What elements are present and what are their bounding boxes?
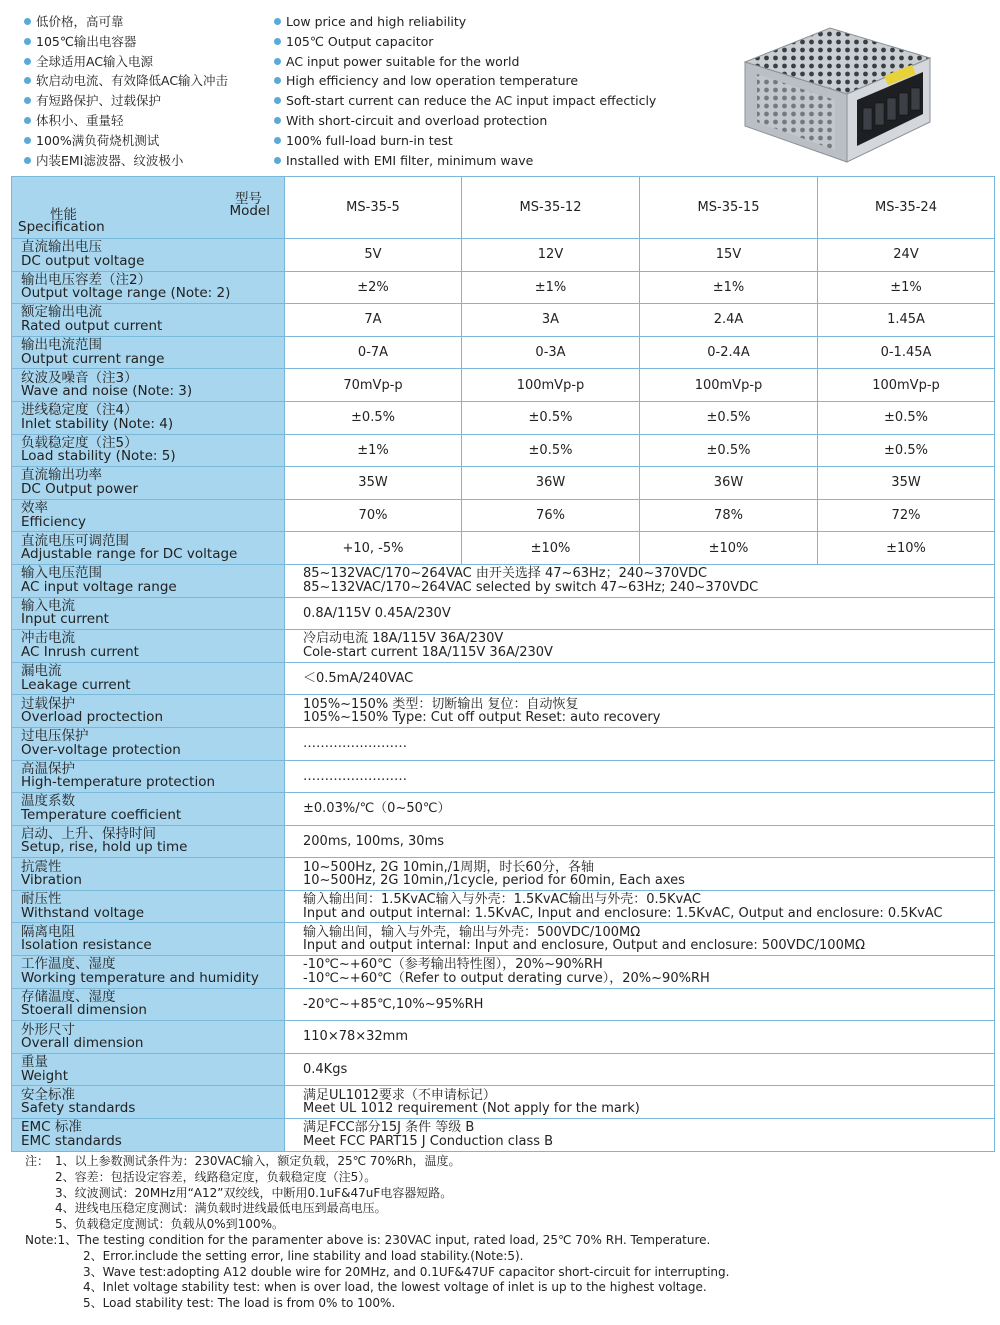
spec-line: 输入输出间，输入与外壳，输出与外壳：500VDC/100MΩ <box>303 924 641 940</box>
spec-value: ±0.5% <box>462 434 640 467</box>
feature-item <box>24 91 228 111</box>
feature-text: 105℃ Output capacitor <box>286 33 434 49</box>
header-xingneng: 性能 <box>50 207 77 223</box>
note-text: 4、进线电压稳定度测试：满负载时进线最低电压到最高电压。 <box>55 1201 387 1216</box>
spec-line: 110×78×32mm <box>303 1029 409 1045</box>
spec-label-cn: 耐压性 <box>21 891 62 908</box>
feature-item <box>274 32 656 52</box>
spec-line: …………………… <box>303 768 407 784</box>
spec-label-cn: 存储温度、湿度 <box>21 988 116 1005</box>
spec-value: +10, -5% <box>285 532 462 565</box>
spec-label <box>12 956 285 989</box>
spec-value: ±0.5% <box>462 401 640 434</box>
spec-line: Meet FCC PART15 J Conduction class B <box>303 1133 554 1149</box>
spec-label-cn: 外形尺寸 <box>21 1021 75 1038</box>
spec-value: ±0.5% <box>285 401 462 434</box>
spec-value-wide <box>285 630 995 663</box>
feature-text: 低价格，高可靠 <box>36 14 124 29</box>
spec-value: ±10% <box>462 532 640 565</box>
spec-row-wide <box>12 727 995 760</box>
header-spec: Specification <box>18 219 105 235</box>
spec-value: 24V <box>818 239 995 272</box>
spec-label-cn: 输入电流 <box>21 597 75 614</box>
spec-label-en: DC output voltage <box>21 252 145 269</box>
spec-table <box>11 176 995 1152</box>
spec-value: 5V <box>285 239 462 272</box>
spec-row-wide <box>12 1086 995 1119</box>
spec-line: 冷启动电流 18A/115V 36A/230V <box>303 631 504 647</box>
bullet-icon <box>24 137 31 144</box>
note-text: 5、Load stability test: The load is from 0% to 100%. <box>83 1296 396 1311</box>
spec-line: 0.4Kgs <box>303 1061 348 1077</box>
spec-label <box>12 988 285 1021</box>
spec-row-wide <box>12 1119 995 1152</box>
feature-text: 105℃输出电容器 <box>36 33 137 49</box>
spec-line: -10℃~+60℃（Refer to output derating curve），20%~90%RH <box>303 970 710 986</box>
spec-label-en: Temperature coefficient <box>21 806 182 823</box>
spec-value-wide <box>285 564 995 597</box>
spec-row-wide <box>12 1021 995 1054</box>
spec-label-en: Withstand voltage <box>21 904 145 921</box>
spec-row <box>12 467 995 500</box>
spec-line: 0.8A/115V 0.45A/230V <box>303 605 451 621</box>
feature-item <box>24 32 228 52</box>
spec-label-cn: 过电压保护 <box>21 728 89 745</box>
spec-label-cn: 直流电压可调范围 <box>21 532 129 549</box>
feature-item <box>274 91 656 111</box>
spec-value: 2.4A <box>640 304 818 337</box>
feature-text: Low price and high reliability <box>286 14 467 29</box>
spec-value: ±0.5% <box>818 401 995 434</box>
spec-label-en: Setup, rise, hold up time <box>21 839 188 856</box>
feature-item <box>24 131 228 151</box>
spec-label-en: Weight <box>21 1067 69 1084</box>
spec-label-cn: 输出电流范围 <box>21 337 102 354</box>
spec-value: 100mVp-p <box>818 369 995 402</box>
spec-label <box>12 858 285 891</box>
spec-label-cn: 负载稳定度（注5） <box>21 434 138 451</box>
feature-text: High efficiency and low operation temperature <box>286 73 579 89</box>
spec-label-en: AC Inrush current <box>21 643 139 660</box>
bullet-icon <box>274 117 281 124</box>
power-supply-image <box>735 22 935 168</box>
spec-value: ±1% <box>285 434 462 467</box>
feature-text: 软启动电流、有效降低AC输入冲击 <box>36 73 229 89</box>
spec-label-cn: 重量 <box>21 1054 48 1071</box>
spec-label <box>12 662 285 695</box>
spec-label-cn: 输出电压容差（注2） <box>21 271 152 288</box>
note-line <box>25 1265 985 1281</box>
feature-text: 100% full-load burn-in test <box>286 132 453 148</box>
spec-line: -20℃~+85℃,10%~95%RH <box>303 996 484 1012</box>
note-line <box>25 1233 985 1249</box>
spec-value-wide <box>285 988 995 1021</box>
feature-text: With short-circuit and overload protection <box>286 112 548 128</box>
spec-value: ±1% <box>462 271 640 304</box>
feature-text: 体积小、重量轻 <box>36 112 124 128</box>
spec-label-en: Working temperature and humidity <box>21 969 259 986</box>
spec-label <box>12 597 285 630</box>
spec-label <box>12 825 285 858</box>
model-name: MS-35-12 <box>462 177 640 239</box>
spec-row <box>12 401 995 434</box>
spec-value-wide <box>285 695 995 728</box>
spec-value: 36W <box>462 467 640 500</box>
spec-label-cn: 启动、上升、保持时间 <box>21 825 156 842</box>
note-text: 2、容差：包括设定容差，线路稳定度，负载稳定度（注5）。 <box>55 1169 377 1184</box>
spec-value: 3A <box>462 304 640 337</box>
bullet-icon <box>24 77 31 84</box>
spec-label <box>12 467 285 500</box>
bullet-icon <box>24 157 31 164</box>
spec-label-cn: 抗震性 <box>21 858 62 875</box>
spec-value-wide <box>285 662 995 695</box>
spec-value: 0-1.45A <box>818 336 995 369</box>
spec-label <box>12 1021 285 1054</box>
spec-label <box>12 1053 285 1086</box>
header-model: Model <box>229 203 270 219</box>
feature-text: AC input power suitable for the world <box>286 53 520 69</box>
spec-label-cn: 额定输出电流 <box>21 304 102 321</box>
header-label-cell <box>12 177 285 239</box>
spec-label-en: Output voltage range (Note: 2) <box>21 285 231 302</box>
spec-label <box>12 532 285 565</box>
spec-value-wide <box>285 923 995 956</box>
notes <box>25 1154 985 1312</box>
spec-label-cn: EMC 标准 <box>21 1119 82 1136</box>
spec-label <box>12 304 285 337</box>
spec-line: ＜0.5mA/240VAC <box>303 670 414 686</box>
spec-value-wide <box>285 825 995 858</box>
spec-value: ±0.5% <box>640 401 818 434</box>
spec-line: -10℃~+60℃（参考输出特性图），20%~90%RH <box>303 957 603 973</box>
spec-line: ±0.03%/℃（0~50℃） <box>303 801 451 817</box>
spec-label-en: Overall dimension <box>21 1035 144 1052</box>
spec-value: ±0.5% <box>640 434 818 467</box>
spec-label <box>12 271 285 304</box>
note-text: 5、负载稳定度测试：负载从0%到100%。 <box>55 1217 284 1232</box>
note-line <box>25 1154 985 1170</box>
feature-item <box>274 52 656 72</box>
spec-label-cn: 输入电压范围 <box>21 565 102 582</box>
spec-value-wide <box>285 793 995 826</box>
spec-line: 10~500Hz, 2G 10min,/1cycle, period for 60min, Each axes <box>303 873 685 889</box>
feature-item <box>24 151 228 171</box>
spec-label <box>12 499 285 532</box>
note-line <box>25 1201 985 1217</box>
spec-value: 100mVp-p <box>640 369 818 402</box>
note-text: 1、以上参数测试条件为：230VAC输入，额定负载，25℃ 70%Rh，温度。 <box>55 1154 461 1168</box>
feature-text: 全球适用AC输入电源 <box>36 53 154 69</box>
note-prefix: 注： <box>25 1154 50 1168</box>
spec-label <box>12 336 285 369</box>
note-text: 3、Wave test:adopting A12 double wire for 20MHz, and 0.1UF&47UF capacitor short-circuit for interrupting. <box>83 1264 730 1279</box>
spec-label-cn: 冲击电流 <box>21 630 75 647</box>
bullet-icon <box>24 58 31 65</box>
bullet-icon <box>274 18 281 25</box>
spec-label <box>12 239 285 272</box>
spec-value-wide <box>285 1086 995 1119</box>
spec-label-en: DC Output power <box>21 480 139 497</box>
spec-row <box>12 239 995 272</box>
note-text: Note:1、The testing condition for the paramenter above is: 230VAC input, rated load, 25℃ 70% RH. Temperature. <box>25 1232 711 1247</box>
spec-row <box>12 532 995 565</box>
spec-value-wide <box>285 858 995 891</box>
spec-value: 72% <box>818 499 995 532</box>
spec-line: 满足FCC部分15J 条件 等级 B <box>303 1120 475 1136</box>
spec-row <box>12 499 995 532</box>
spec-value: 70mVp-p <box>285 369 462 402</box>
spec-label-en: Wave and noise (Note: 3) <box>21 383 193 400</box>
spec-label-cn: 漏电流 <box>21 663 62 680</box>
spec-row-wide <box>12 923 995 956</box>
note-line <box>25 1280 985 1296</box>
spec-label <box>12 1086 285 1119</box>
header-xinghao: 型号 <box>235 191 262 207</box>
spec-label-cn: 进线稳定度（注4） <box>21 402 138 419</box>
spec-value: 35W <box>285 467 462 500</box>
spec-row-wide <box>12 956 995 989</box>
spec-label <box>12 434 285 467</box>
spec-row-wide <box>12 858 995 891</box>
features-cn <box>24 12 228 170</box>
spec-label-en: Input current <box>21 611 109 628</box>
spec-value-wide <box>285 727 995 760</box>
spec-label-cn: 安全标准 <box>21 1086 75 1103</box>
bullet-icon <box>274 157 281 164</box>
features-list <box>24 12 724 174</box>
bullet-icon <box>24 38 31 45</box>
spec-line: 满足UL1012要求（不申请标记） <box>303 1087 496 1103</box>
bullet-icon <box>274 137 281 144</box>
spec-value: ±10% <box>818 532 995 565</box>
spec-label <box>12 630 285 663</box>
spec-row-wide <box>12 630 995 663</box>
bullet-icon <box>24 117 31 124</box>
spec-label <box>12 401 285 434</box>
spec-value: ±10% <box>640 532 818 565</box>
spec-label-en: AC input voltage range <box>21 578 177 595</box>
spec-row-wide <box>12 793 995 826</box>
spec-row-wide <box>12 1053 995 1086</box>
spec-value-wide <box>285 1119 995 1152</box>
note-text: 3、纹波测试：20MHz用“A12”双绞线，中断用0.1uF&47uF电容器短路。 <box>55 1185 453 1200</box>
spec-label-en: Isolation resistance <box>21 937 152 954</box>
spec-row-wide <box>12 564 995 597</box>
note-line <box>25 1249 985 1265</box>
spec-line: Input and output internal: Input and enclosure, Output and enclosure: 500VDC/100MΩ <box>303 938 866 954</box>
spec-label-en: Vibration <box>21 872 82 889</box>
spec-label-en: Over-voltage protection <box>21 741 181 758</box>
spec-label <box>12 1119 285 1152</box>
spec-label-en: EMC standards <box>21 1132 122 1149</box>
bullet-icon <box>24 97 31 104</box>
feature-item <box>274 131 656 151</box>
feature-item <box>274 151 656 171</box>
feature-item <box>274 12 656 32</box>
spec-line: 10~500Hz, 2G 10min,/1周期，时长60分，各轴 <box>303 859 594 875</box>
feature-text: 有短路保护、过载保护 <box>36 93 162 109</box>
spec-value: 78% <box>640 499 818 532</box>
spec-value: 0-7A <box>285 336 462 369</box>
model-name: MS-35-5 <box>285 177 462 239</box>
spec-value: 7A <box>285 304 462 337</box>
spec-value: ±0.5% <box>818 434 995 467</box>
spec-label-cn: 效率 <box>21 500 48 517</box>
spec-label <box>12 369 285 402</box>
bullet-icon <box>274 58 281 65</box>
model-name: MS-35-15 <box>640 177 818 239</box>
spec-value: 15V <box>640 239 818 272</box>
spec-label-cn: 直流输出电压 <box>21 239 102 256</box>
spec-value: ±1% <box>818 271 995 304</box>
spec-label-cn: 工作温度、湿度 <box>21 956 116 973</box>
spec-value: 100mVp-p <box>462 369 640 402</box>
features-en <box>274 12 656 170</box>
spec-value: 1.45A <box>818 304 995 337</box>
spec-line: 85~132VAC/170~264VAC 由开关选择 47~63Hz；240~370VDC <box>303 566 708 582</box>
note-text: 2、Error.include the setting error, line stability and load stability.(Note:5). <box>83 1248 524 1263</box>
spec-label-cn: 高温保护 <box>21 760 75 777</box>
spec-label-en: Load stability (Note: 5) <box>21 448 176 465</box>
spec-value: ±1% <box>640 271 818 304</box>
note-line <box>25 1186 985 1202</box>
note-line <box>25 1217 985 1233</box>
spec-label-en: Output current range <box>21 350 165 367</box>
spec-row-wide <box>12 662 995 695</box>
spec-line: 200ms, 100ms, 30ms <box>303 833 445 849</box>
spec-value-wide <box>285 1021 995 1054</box>
spec-line: 105%~150% 类型：切断输出 复位：自动恢复 <box>303 696 579 712</box>
spec-row <box>12 271 995 304</box>
spec-label-en: Efficiency <box>21 513 87 530</box>
spec-label-cn: 温度系数 <box>21 793 75 810</box>
spec-label-en: Inlet stability (Note: 4) <box>21 415 174 432</box>
spec-label-en: Rated output current <box>21 317 163 334</box>
bullet-icon <box>274 38 281 45</box>
spec-label-cn: 隔离电阻 <box>21 923 75 940</box>
spec-value-wide <box>285 760 995 793</box>
spec-value: 35W <box>818 467 995 500</box>
header-row <box>12 177 995 239</box>
spec-value: 76% <box>462 499 640 532</box>
spec-row-wide <box>12 695 995 728</box>
spec-label-en: Leakage current <box>21 676 131 693</box>
note-text: 4、Inlet voltage stability test: when is over load, the lowest voltage of inlet is up to the highest voltage. <box>83 1280 707 1295</box>
spec-line: Input and output internal: 1.5KvAC, Input and enclosure: 1.5KvAC, Output and enclosure: 0.5KvAC <box>303 905 943 921</box>
spec-label <box>12 760 285 793</box>
spec-row-wide <box>12 988 995 1021</box>
spec-row <box>12 336 995 369</box>
feature-item <box>24 111 228 131</box>
spec-label-cn: 过载保护 <box>21 695 75 712</box>
bullet-icon <box>24 18 31 25</box>
spec-label <box>12 564 285 597</box>
spec-label <box>12 727 285 760</box>
spec-row <box>12 434 995 467</box>
spec-value-wide <box>285 1053 995 1086</box>
model-name: MS-35-24 <box>818 177 995 239</box>
spec-label <box>12 695 285 728</box>
spec-line: …………………… <box>303 735 407 751</box>
spec-value-wide <box>285 956 995 989</box>
spec-row-wide <box>12 890 995 923</box>
spec-label-cn: 纹波及噪音（注3） <box>21 369 138 386</box>
spec-line: 输入输出间：1.5KvAC输入与外壳：1.5KvAC输出与外壳：0.5KvAC <box>303 892 701 908</box>
feature-item <box>24 52 228 72</box>
spec-line: 105%~150% Type: Cut off output Reset: auto recovery <box>303 710 661 726</box>
feature-item <box>24 71 228 91</box>
spec-label-en: Safety standards <box>21 1100 136 1117</box>
feature-text: 100%满负荷烧机测试 <box>36 132 160 148</box>
spec-line: 85~132VAC/170~264VAC selected by switch 47~63Hz; 240~370VDC <box>303 579 759 595</box>
spec-row <box>12 304 995 337</box>
spec-label-en: Overload proctection <box>21 709 164 726</box>
note-line <box>25 1296 985 1312</box>
spec-value-wide <box>285 597 995 630</box>
spec-line: Meet UL 1012 requirement (Not apply for the mark) <box>303 1101 640 1117</box>
spec-value: 12V <box>462 239 640 272</box>
spec-label <box>12 793 285 826</box>
spec-row-wide <box>12 760 995 793</box>
spec-row-wide <box>12 825 995 858</box>
spec-row <box>12 369 995 402</box>
spec-label-en: Stoerall dimension <box>21 1002 147 1019</box>
spec-value: 0-2.4A <box>640 336 818 369</box>
spec-label-en: High-temperature protection <box>21 774 216 791</box>
spec-row-wide <box>12 597 995 630</box>
spec-label-cn: 直流输出功率 <box>21 467 102 484</box>
spec-label-en: Adjustable range for DC voltage <box>21 546 238 563</box>
feature-text: Soft-start current can reduce the AC input impact effecticly <box>286 93 657 109</box>
spec-label <box>12 923 285 956</box>
bullet-icon <box>274 97 281 104</box>
feature-item <box>24 12 228 32</box>
feature-item <box>274 71 656 91</box>
spec-line: Cole-start current 18A/115V 36A/230V <box>303 644 553 660</box>
spec-value-wide <box>285 890 995 923</box>
spec-value: 0-3A <box>462 336 640 369</box>
bullet-icon <box>274 77 281 84</box>
feature-item <box>274 111 656 131</box>
spec-label <box>12 890 285 923</box>
spec-value: ±2% <box>285 271 462 304</box>
feature-text: Installed with EMI filter, minimum wave <box>286 152 534 168</box>
spec-value: 36W <box>640 467 818 500</box>
feature-text: 内装EMI滤波器、纹波极小 <box>36 152 184 168</box>
spec-value: 70% <box>285 499 462 532</box>
note-line <box>25 1170 985 1186</box>
